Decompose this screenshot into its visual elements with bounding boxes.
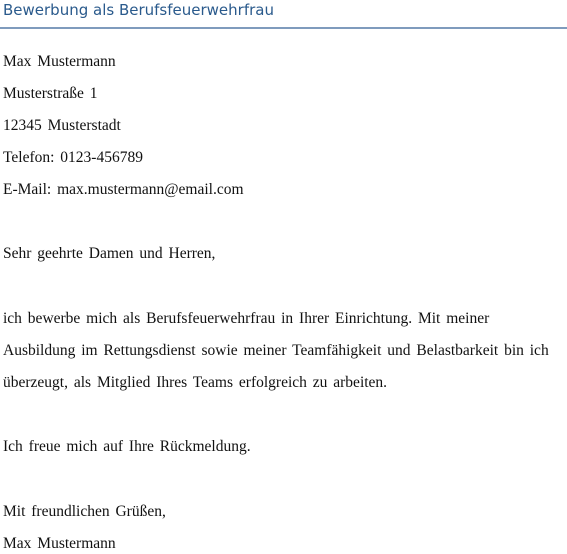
- signature-name: Max Mustermann: [3, 535, 116, 552]
- closing-sentence: Ich freue mich auf Ihre Rückmeldung.: [3, 438, 251, 455]
- body-line-2: Ausbildung im Rettungsdienst sowie meiner Teamfähigkeit und Belastbarkeit bin ich: [3, 342, 549, 359]
- salutation: Sehr geehrte Damen und Herren,: [3, 245, 216, 262]
- document-title: Bewerbung als Berufsfeuerwehrfrau: [3, 1, 274, 19]
- sender-email: E-Mail: max.mustermann@email.com: [3, 181, 244, 198]
- closing-phrase: Mit freundlichen Grüßen,: [3, 503, 166, 520]
- sender-phone: Telefon: 0123-456789: [3, 149, 143, 166]
- sender-street: Musterstraße 1: [3, 85, 98, 102]
- sender-city: 12345 Musterstadt: [3, 117, 121, 134]
- body-line-1: ich bewerbe mich als Berufsfeuerwehrfrau in Ihrer Einrichtung. Mit meiner: [3, 310, 490, 327]
- title-divider: [0, 27, 567, 29]
- body-line-3: überzeugt, als Mitglied Ihres Teams erfolgreich zu arbeiten.: [3, 374, 388, 391]
- sender-name: Max Mustermann: [3, 53, 116, 70]
